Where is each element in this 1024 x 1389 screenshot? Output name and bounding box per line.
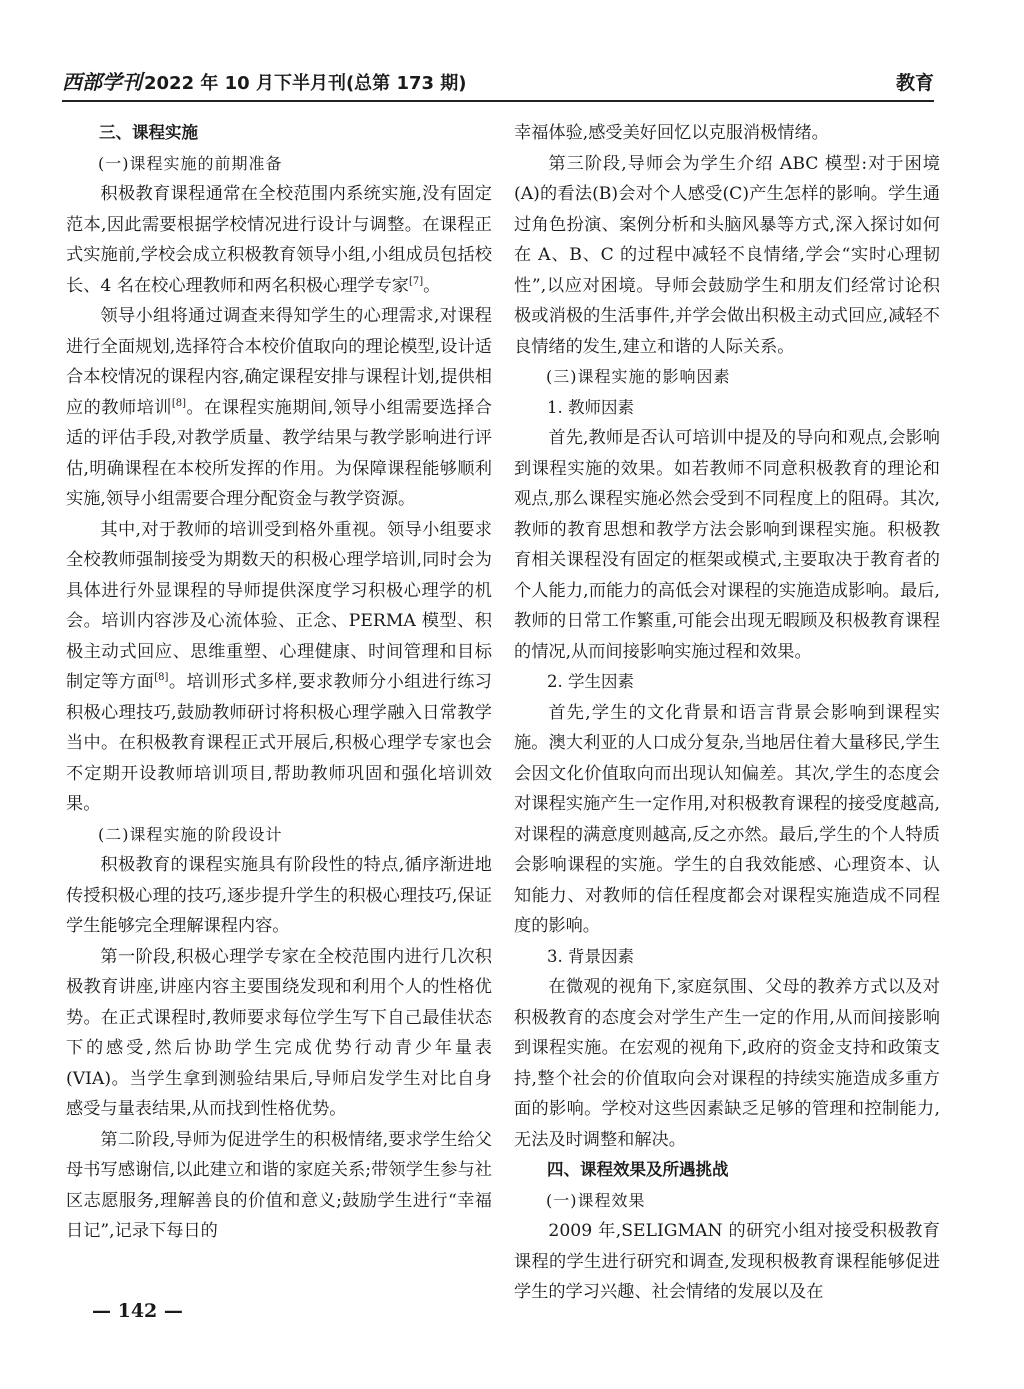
paragraph: 2009 年,SELIGMAN 的研究小组对接受积极教育课程的学生进行研究和调查,发现积极教育课程能够促进学生的学习兴趣、社会情绪的发展以及在 (514, 1221, 940, 1302)
left-column (66, 118, 492, 1247)
paragraph: 第一阶段,积极心理学专家在全校范围内进行几次积极教育讲座,讲座内容主要围绕发现和利用个人的性格优势。在正式课程时,教师要求每位学生写下自己最佳状态下的感受,然后协助学生完成优势行动青少年量表(VIA)。当学生拿到测验结果后,导师启发学生对比自身感受与量表结果,从而找到性格优势。 (66, 946, 492, 1119)
journal-logo: 西部学刊 (62, 70, 142, 94)
paragraph-text: 其中,对于教师的培训受到格外重视。领导小组要求全校教师强制接受为期数天的积极心理学培训,同时会为具体进行外显课程的导师提供深度学习积极心理学的机会。培训内容涉及心流体验、正念、PERMA 模型、积极主动式回应、思维重塑、心理健康、时间管理和目标制定等方面 (66, 519, 492, 692)
paragraph (66, 515, 492, 820)
right-column (514, 118, 940, 1308)
paragraph-text: 。 (423, 275, 441, 296)
page-number: — 142 — (92, 1300, 183, 1322)
paragraph: 积极教育的课程实施具有阶段性的特点,循序渐进地传授积极心理的技巧,逐步提升学生的积极心理技巧,保证学生能够完全理解课程内容。 (66, 855, 492, 936)
minor-heading: 1. 教师因素 (547, 397, 634, 417)
paragraph-text: 。在课程实施期间,领导小组需要选择合适的评估手段,对教学质量、教学结果与教学影响进行评估,明确课程在本校所发挥的作用。为保障课程能够顺利实施,领导小组需要合理分配资金与教学资源。 (66, 397, 492, 509)
subsection-heading: (三)课程实施的影响因素 (546, 367, 731, 386)
paragraph: 首先,学生的文化背景和语言背景会影响到课程实施。澳大利亚的人口成分复杂,当地居住着大量移民,学生会因文化价值取向而出现认知偏差。其次,学生的态度会对课程实施产生一定作用,对积极教育课程的接受度越高,对课程的满意度则越高,反之亦然。最后,学生的个人特质会影响课程的实施。学生的自我效能感、心理资本、认知能力、对教师的信任程度都会对课程实施造成不同程度的影响。 (514, 702, 940, 936)
page-header (62, 70, 934, 102)
section-label: 教育 (895, 72, 934, 94)
issue-info: 2022 年 10 月下半月刊(总第 173 期) (144, 73, 467, 94)
paragraph: 首先,教师是否认可培训中提及的导向和观点,会影响到课程实施的效果。如若教师不同意积极教育的理论和观点,那么课程实施必然会受到不同程度上的阻碍。其次,教师的教育思想和教学方法会影响到课程实施。积极教育相关课程没有固定的框架或模式,主要取决于教育者的个人能力,而能力的高低会对课程的实施造成影响。最后,教师的日常工作繁重,可能会出现无暇顾及积极教育课程的情况,从而间接影响实施过程和效果。 (514, 428, 940, 662)
minor-heading: 3. 背景因素 (547, 946, 634, 966)
minor-heading: 2. 学生因素 (547, 672, 634, 691)
citation: [8] (171, 397, 187, 409)
paragraph-continuation: 幸福体验,感受美好回忆以克服消极情绪。 (514, 123, 829, 143)
paragraph: 在微观的视角下,家庭氛围、父母的教养方式以及对积极教育的态度会对学生产生一定的作用,从而间接影响到课程实施。在宏观的视角下,政府的资金支持和政策支持,整个社会的价值取向会对课程的持续实施造成多重方面的影响。学校对这些因素缺乏足够的管理和控制能力,无法及时调整和解决。 (514, 977, 940, 1150)
citation: [7] (408, 275, 424, 287)
paragraph: 第二阶段,导师为促进学生的积极情绪,要求学生给父母书写感谢信,以此建立和谐的家庭关系;带领学生参与社区志愿服务,理解善良的价值和意义;鼓励学生进行“幸福日记”,记录下每日的 (66, 1129, 492, 1241)
section-heading: 三、课程实施 (99, 123, 198, 142)
citation: [8] (154, 672, 169, 683)
section-heading: 四、课程效果及所遇挑战 (547, 1160, 729, 1179)
subsection-heading: (一)课程效果 (546, 1190, 646, 1210)
paragraph (66, 179, 492, 301)
paragraph-text: 。培训形式多样,要求教师分小组进行练习积极心理技巧,鼓励教师研讨将积极心理学融入日常教学当中。在积极教育课程正式开展后,积极心理学专家也会不定期开设教师培训项目,帮助教师巩固和强化培训效果。 (66, 672, 492, 814)
subsection-heading: (一)课程实施的前期准备 (98, 153, 283, 173)
journal-info (62, 66, 467, 95)
paragraph-text: 积极教育课程通常在全校范围内系统实施,没有固定范本,因此需要根据学校情况进行设计与调整。在课程正式实施前,学校会成立积极教育领导小组,小组成员包括校长、4 名在校心理教师和两名积极心理学专家 (66, 184, 492, 296)
subsection-heading: (二)课程实施的阶段设计 (98, 824, 283, 844)
paragraph (66, 301, 492, 515)
paragraph-text: 领导小组将通过调查来得知学生的心理需求,对课程进行全面规划,选择符合本校价值取向的理论模型,设计适合本校情况的课程内容,确定课程安排与课程计划,提供相应的教师培训 (66, 306, 492, 418)
paragraph: 第三阶段,导师会为学生介绍 ABC 模型:对于困境(A)的看法(B)会对个人感受(C)产生怎样的影响。学生通过角色扮演、案例分析和头脑风暴等方式,深入探讨如何在 A、B、C 的过程中减轻不良情绪,学会“实时心理韧性”,以应对困境。导师会鼓励学生和朋友们经常讨论积极或消极的生活事件,并学会做出积极主动式回应,减轻不良情绪的发生,建立和谐的人际关系。 (514, 153, 940, 357)
